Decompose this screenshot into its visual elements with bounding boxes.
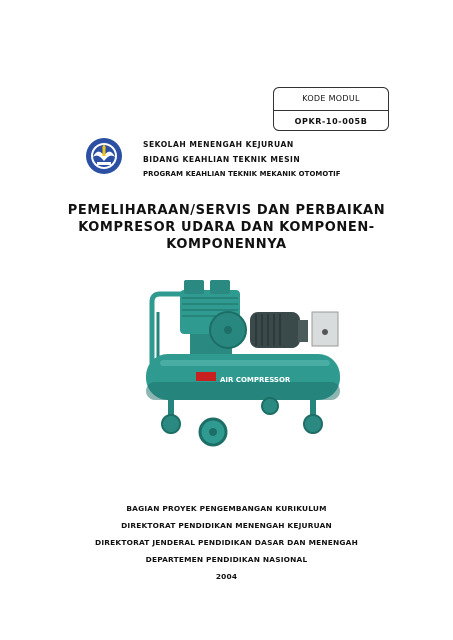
title-line-3: KOMPONENNYA	[166, 237, 287, 252]
air-compressor-photo	[140, 272, 345, 450]
module-code-box	[273, 87, 389, 131]
document-title	[40, 202, 413, 253]
tut-wuri-handayani-icon	[85, 137, 123, 175]
compressor-plate-label: AIR COMPRESSOR	[220, 376, 291, 384]
module-code-label: KODE MODUL	[274, 88, 388, 111]
footer-line-3: DIREKTORAT JENDERAL PENDIDIKAN DASAR DAN MENENGAH	[95, 538, 358, 547]
school-line-2: BIDANG KEAHLIAN TEKNIK MESIN	[143, 155, 301, 164]
school-line-3: PROGRAM KEAHLIAN TEKNIK MEKANIK OTOMOTIF	[143, 170, 341, 178]
publisher-block	[40, 500, 413, 585]
footer-line-2: DIREKTORAT PENDIDIKAN MENENGAH KEJURUAN	[121, 521, 332, 530]
title-line-1: PEMELIHARAAN/SERVIS DAN PERBAIKAN	[67, 203, 386, 218]
module-code-value: OPKR-10-005B	[294, 117, 368, 126]
school-line-1: SEKOLAH MENENGAH KEJURUAN	[143, 140, 294, 149]
footer-line-4: DEPARTEMEN PENDIDIKAN NASIONAL	[145, 555, 308, 564]
title-line-2: KOMPRESOR UDARA DAN KOMPONEN-	[78, 220, 375, 235]
footer-line-1: BAGIAN PROYEK PENGEMBANGAN KURIKULUM	[126, 504, 327, 513]
publication-year: 2004	[215, 572, 238, 581]
school-block	[143, 137, 341, 182]
